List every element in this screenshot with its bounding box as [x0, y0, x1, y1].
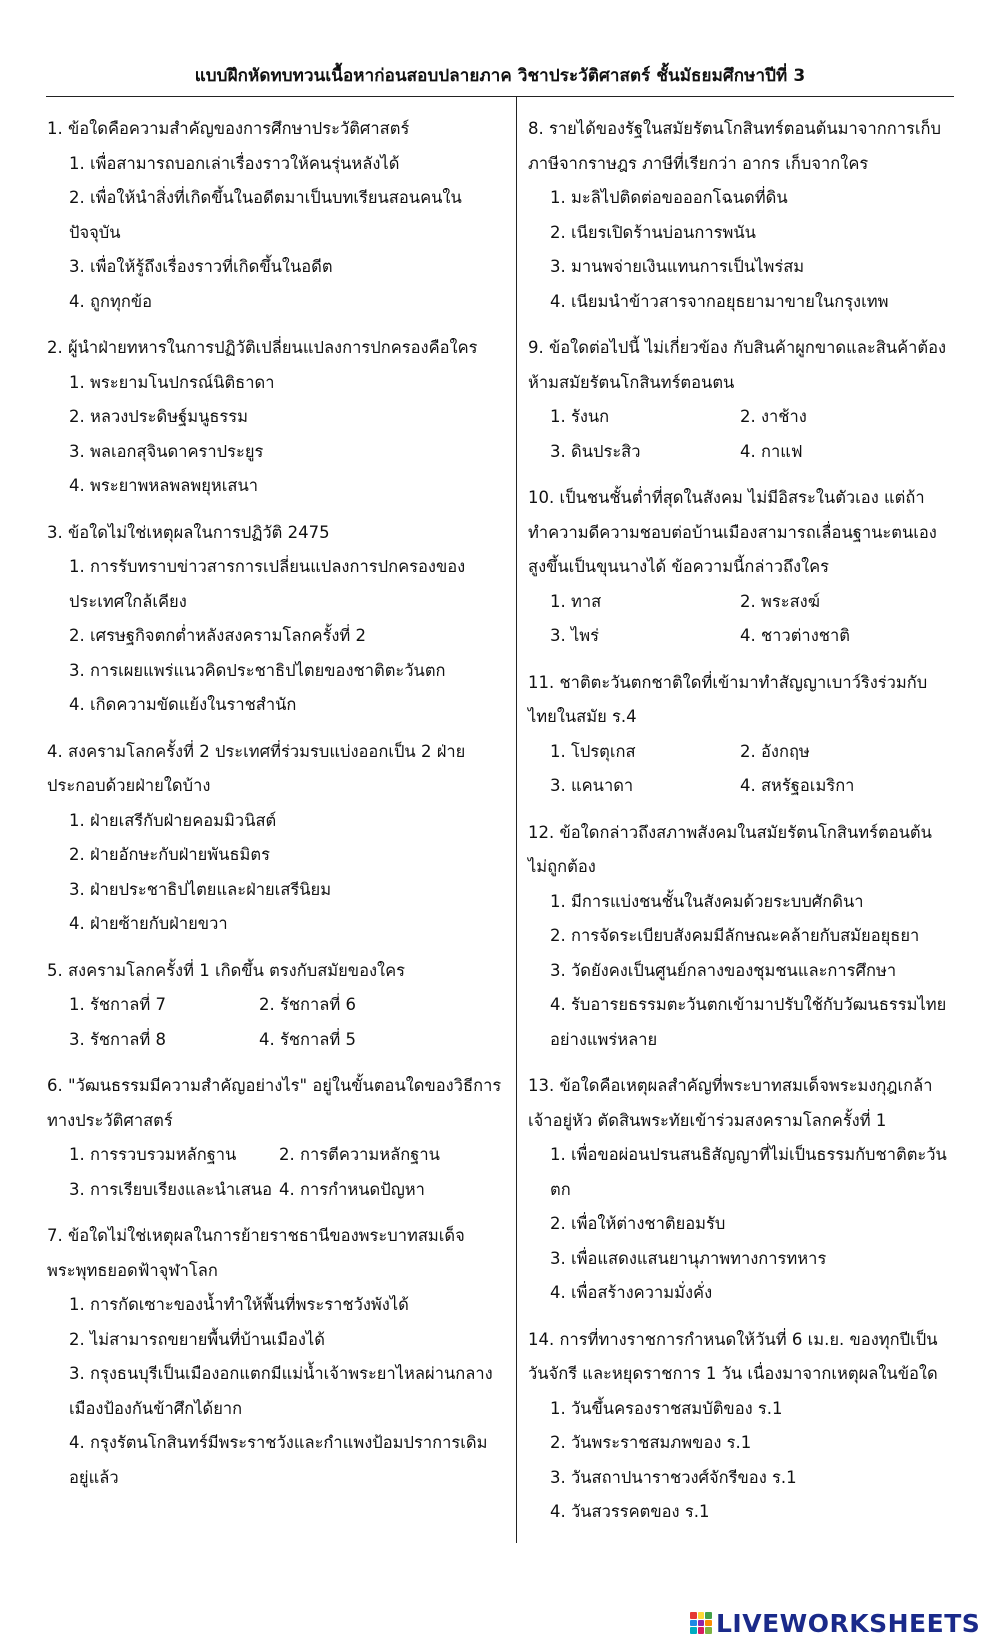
option[interactable]: 1. พระยามโนปกรณ์นิติธาดา: [69, 372, 275, 392]
option[interactable]: 2. วันพระราชสมภพของ ร.1: [550, 1433, 752, 1452]
option[interactable]: 3. การเผยแพร่แนวคิดประชาธิปไตยของชาติตะวันตก: [69, 660, 446, 680]
question-stem: 1. ข้อใดคือความสำคัญของการศึกษาประวัติศาสตร์: [47, 119, 410, 138]
option[interactable]: 4. เกิดความขัดแย้งในราชสำนัก: [69, 695, 297, 714]
question-7: [47, 1219, 507, 1495]
option[interactable]: 4. สหรัฐอเมริกา: [740, 776, 855, 795]
option-grid: [69, 988, 507, 1057]
option-list: [550, 1138, 948, 1311]
question-12: [528, 816, 948, 1058]
logo-icon: [690, 1612, 712, 1634]
logo-square: [698, 1627, 705, 1634]
question-stem: 13. ข้อใดคือเหตุผลสำคัญที่พระบาทสมเด็จพระมงกุฎเกล้าเจ้าอยู่หัว ตัดสินพระทัยเข้าร่วมสงครามโลกครั้งที่ 1: [528, 1076, 933, 1130]
option[interactable]: 4. กาแฟ: [740, 441, 803, 461]
option[interactable]: 3. รัชกาลที่ 8: [69, 1029, 167, 1049]
option-list: [550, 1392, 948, 1530]
option[interactable]: 1. มะลิไปติดต่อขอออกโฉนดที่ดิน: [550, 188, 788, 207]
column-divider: [516, 97, 517, 1543]
option[interactable]: 4. เพื่อสร้างความมั่งคั่ง: [550, 1283, 713, 1302]
option[interactable]: 1. โปรตุเกส: [550, 741, 636, 761]
question-stem: 2. ผู้นำฝ่ายทหารในการปฏิวัติเปลี่ยนแปลงการปกครองคือใคร: [47, 338, 478, 357]
right-column: [528, 112, 948, 1542]
question-stem: 6. "วัฒนธรรมมีความสำคัญอย่างไร" อยู่ในขั้นตอนใดของวิธีการทางประวัติศาสตร์: [47, 1076, 502, 1130]
option[interactable]: 4. วันสวรรคตของ ร.1: [550, 1502, 710, 1521]
question-stem: 12. ข้อใดกล่าวถึงสภาพสังคมในสมัยรัตนโกสินทร์ตอนต้นไม่ถูกต้อง: [528, 822, 932, 876]
option[interactable]: 1. การรวบรวมหลักฐาน: [69, 1145, 237, 1164]
option[interactable]: 3. ดินประสิว: [550, 441, 641, 461]
option[interactable]: 2. รัชกาลที่ 6: [259, 995, 357, 1014]
question-3: [47, 516, 507, 723]
option[interactable]: 3. ไพร่: [550, 626, 600, 645]
option[interactable]: 4. ถูกทุกข้อ: [69, 291, 153, 311]
question-2: [47, 331, 507, 504]
option-grid: [550, 585, 948, 654]
title-divider: [46, 96, 954, 97]
option[interactable]: 4. การกำหนดปัญหา: [279, 1179, 425, 1199]
option[interactable]: 1. การรับทราบข่าวสารการเปลี่ยนแปลงการปกครองของประเทศใกล้เคียง: [69, 557, 466, 611]
option[interactable]: 3. เพื่อแสดงแสนยานุภาพทางการทหาร: [550, 1248, 827, 1268]
question-stem: 7. ข้อใดไม่ใช่เหตุผลในการย้ายราชธานีของพระบาทสมเด็จพระพุทธยอดฟ้าจุฬาโลก: [47, 1226, 465, 1280]
option[interactable]: 1. การกัดเซาะของน้ำทำให้พื้นที่พระราชวังพังได้: [69, 1295, 409, 1314]
option[interactable]: 4. ชาวต่างชาติ: [740, 626, 850, 645]
question-stem: 10. เป็นชนชั้นต่ำที่สุดในสังคม ไม่มีอิสระในตัวเอง แต่ถ้าทำความดีความชอบต่อบ้านเมืองสามารถเลื่อนฐานะตนเองสูงขึ้นเป็นขุนนางได้ ข้อความนี้กล่าวถึงใคร: [528, 488, 937, 576]
option-list: [550, 181, 948, 319]
option[interactable]: 3. มานพจ่ายเงินแทนการเป็นไพร่สม: [550, 257, 805, 276]
option-grid: [550, 735, 948, 804]
option[interactable]: 2. งาช้าง: [740, 407, 807, 426]
option[interactable]: 2. อังกฤษ: [740, 741, 810, 761]
question-1: [47, 112, 507, 319]
option[interactable]: 2. ไม่สามารถขยายพื้นที่บ้านเมืองได้: [69, 1329, 325, 1349]
logo-text: LIVEWORKSHEETS: [716, 1608, 981, 1638]
option[interactable]: 3. แคนาดา: [550, 776, 634, 795]
option[interactable]: 3. พลเอกสุจินดาคราประยูร: [69, 441, 264, 461]
option[interactable]: 2. การตีความหลักฐาน: [279, 1145, 440, 1164]
question-4: [47, 735, 507, 942]
option[interactable]: 4. เนียมนำข้าวสารจากอยุธยามาขายในกรุงเทพ: [550, 291, 889, 311]
question-10: [528, 481, 948, 654]
question-6: [47, 1069, 507, 1207]
question-stem: 11. ชาติตะวันตกชาติใดที่เข้ามาทำสัญญาเบาว์ริงร่วมกับไทยในสมัย ร.4: [528, 672, 928, 726]
option[interactable]: 3. วันสถาปนาราชวงศ์จักรีของ ร.1: [550, 1467, 797, 1487]
question-stem: 14. การที่ทางราชการกำหนดให้วันที่ 6 เม.ย. ของทุกปีเป็นวันจักรี และหยุดราชการ 1 วัน เนื่องมาจากเหตุผลในข้อใด: [528, 1329, 938, 1383]
option[interactable]: 1. เพื่อขอผ่อนปรนสนธิสัญญาที่ไม่เป็นธรรมกับชาติตะวันตก: [550, 1145, 947, 1199]
option[interactable]: 3. เพื่อให้รู้ถึงเรื่องราวที่เกิดขึ้นในอดีต: [69, 257, 333, 276]
option[interactable]: 3. วัดยังคงเป็นศูนย์กลางของชุมชนและการศึกษา: [550, 960, 897, 980]
question-stem: 8. รายได้ของรัฐในสมัยรัตนโกสินทร์ตอนต้นมาจากการเก็บภาษีจากราษฎร ภาษีที่เรียกว่า อากร เก็บจากใคร: [528, 119, 941, 173]
option[interactable]: 1. มีการแบ่งชนชั้นในสังคมด้วยระบบศักดินา: [550, 891, 864, 911]
option[interactable]: 2. พระสงฆ์: [740, 591, 820, 611]
option-list: [69, 147, 507, 320]
option[interactable]: 1. เพื่อสามารถบอกเล่าเรื่องราวให้คนรุ่นหลังได้: [69, 153, 400, 173]
option[interactable]: 1. รังนก: [550, 407, 610, 426]
option[interactable]: 3. กรุงธนบุรีเป็นเมืองอกแตกมีแม่น้ำเจ้าพระยาไหลผ่านกลางเมืองป้องกันข้าศึกได้ยาก: [69, 1364, 493, 1418]
option[interactable]: 2. เพื่อให้ต่างชาติยอมรับ: [550, 1214, 726, 1233]
option[interactable]: 4. ฝ่ายซ้ายกับฝ่ายขวา: [69, 914, 228, 933]
option-list: [69, 366, 507, 504]
option[interactable]: 4. รับอารยธรรมตะวันตกเข้ามาปรับใช้กับวัฒนธรรมไทยอย่างแพร่หลาย: [550, 995, 947, 1049]
question-stem: 5. สงครามโลกครั้งที่ 1 เกิดขึ้น ตรงกับสมัยของใคร: [47, 960, 406, 980]
option-grid: [550, 400, 948, 469]
left-column: [47, 112, 507, 1507]
option[interactable]: 4. รัชกาลที่ 5: [259, 1029, 357, 1049]
logo-square: [705, 1627, 712, 1634]
option-list: [69, 804, 507, 942]
question-14: [528, 1323, 948, 1530]
question-8: [528, 112, 948, 319]
logo-square: [690, 1612, 697, 1619]
option[interactable]: 1. วันขึ้นครองราชสมบัติของ ร.1: [550, 1398, 783, 1418]
option[interactable]: 1. รัชกาลที่ 7: [69, 995, 167, 1014]
option[interactable]: 2. ฝ่ายอักษะกับฝ่ายพันธมิตร: [69, 845, 270, 864]
liveworksheets-logo: [690, 1608, 990, 1638]
logo-square: [698, 1620, 705, 1627]
option[interactable]: 2. เนียรเปิดร้านบ่อนการพนัน: [550, 222, 756, 242]
option[interactable]: 1. ทาส: [550, 591, 602, 611]
question-11: [528, 666, 948, 804]
option[interactable]: 2. เพื่อให้นำสิ่งที่เกิดขึ้นในอดีตมาเป็นบทเรียนสอนคนในปัจจุบัน: [69, 188, 462, 242]
option[interactable]: 2. หลวงประดิษฐ์มนูธรรม: [69, 407, 249, 426]
option-list: [69, 1288, 507, 1495]
option[interactable]: 1. ฝ่ายเสรีกับฝ่ายคอมมิวนิสต์: [69, 810, 277, 830]
option[interactable]: 4. กรุงรัตนโกสินทร์มีพระราชวังและกำแพงป้อมปราการเดิมอยู่แล้ว: [69, 1433, 488, 1487]
option[interactable]: 4. พระยาพหลพลพยุหเสนา: [69, 476, 259, 495]
question-9: [528, 331, 948, 469]
option[interactable]: 2. เศรษฐกิจตกต่ำหลังสงครามโลกครั้งที่ 2: [69, 626, 367, 645]
logo-square: [690, 1620, 697, 1627]
question-stem: 4. สงครามโลกครั้งที่ 2 ประเทศที่ร่วมรบแบ่งออกเป็น 2 ฝ่าย ประกอบด้วยฝ่ายใดบ้าง: [47, 741, 466, 795]
question-stem: 9. ข้อใดต่อไปนี้ ไม่เกี่ยวข้อง กับสินค้าผูกขาดและสินค้าต้องห้ามสมัยรัตนโกสินทร์ตอนตน: [528, 338, 947, 392]
logo-square: [690, 1627, 697, 1634]
option[interactable]: 2. การจัดระเบียบสังคมมีลักษณะคล้ายกับสมัยอยุธยา: [550, 926, 920, 945]
option-list: [550, 885, 948, 1058]
page-title: แบบฝึกหัดทบทวนเนื้อหาก่อนสอบปลายภาค วิชาประวัติศาสตร์ ชั้นมัธยมศึกษาปีที่ 3: [194, 66, 806, 86]
option-grid: [69, 1138, 507, 1207]
logo-square: [698, 1612, 705, 1619]
question-5: [47, 954, 507, 1058]
option[interactable]: 3. ฝ่ายประชาธิปไตยและฝ่ายเสรีนิยม: [69, 879, 332, 899]
option[interactable]: 3. การเรียบเรียงและนำเสนอ: [69, 1179, 273, 1199]
question-stem: 3. ข้อใดไม่ใช่เหตุผลในการปฏิวัติ 2475: [47, 522, 330, 542]
logo-square: [705, 1620, 712, 1627]
logo-square: [705, 1612, 712, 1619]
question-13: [528, 1069, 948, 1311]
option-list: [69, 550, 507, 723]
